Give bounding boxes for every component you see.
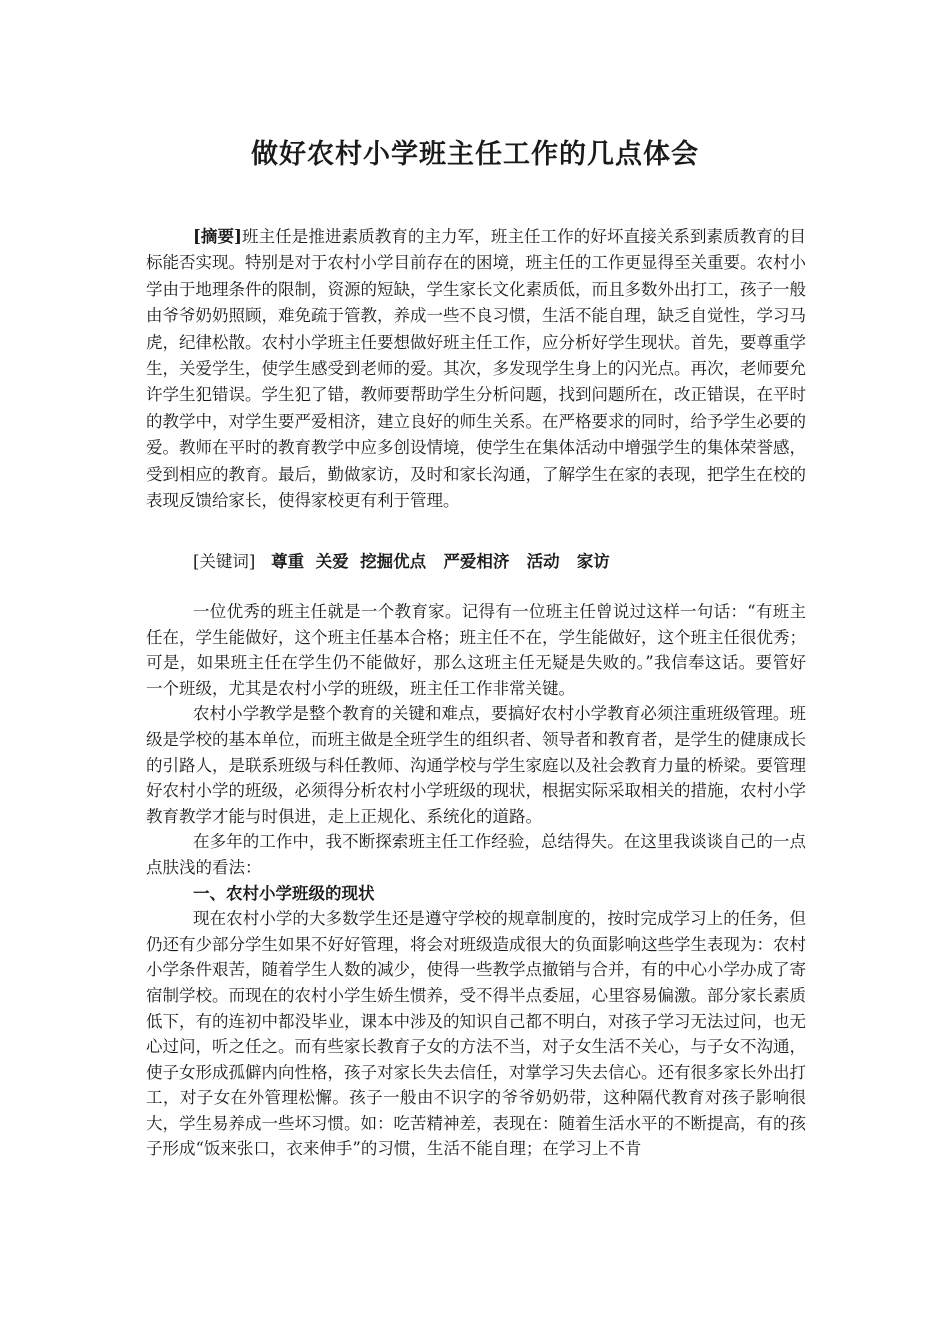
section-heading: 一、农村小学班级的现状 (193, 883, 375, 903)
abstract-paragraph (146, 224, 806, 514)
body-paragraph: 现在农村小学的大多数学生还是遵守学校的规章制度的，按时完成学习上的任务，但仍还有少部分学生如果不好好管理，将会对班级造成很大的负面影响这些学生表现为：农村小学条件艰苦，随着学生人数的减少，使得一些教学点撤销与合并，有的中心小学办成了寄宿制学校。而现在的农村小学生娇生惯养，受不得半点委屈，心里容易偏激。部分家长素质低下，有的连初中都没毕业，课本中涉及的知识自己都不明白，对孩子学习无法过问，也无心过问，听之任之。而有些家长教育子女的方法不当，对子女生活不关心，与子女不沟通，使子女形成孤僻内向性格，孩子对家长失去信任，对掌学习失去信心。还有很多家长外出打工，对子女在外管理松懈。孩子一般由不识字的爷爷奶奶带，这种隔代教育对孩子影响很大，学生易养成一些坏习惯。如：吃苦精神差，表现在：随着生活水平的不断提高，有的孩子形成“饭来张口，衣来伸手”的习惯，生活不能自理；在学习上不肯 (146, 909, 806, 1159)
keywords-items: 尊重 关爱 挖掘优点 严爱相济 活动 家访 (271, 552, 610, 571)
body-paragraph: 农村小学教学是整个教育的关键和难点，要搞好农村小学教育必须注重班级管理。班级是学校的基本单位，而班主做是全班学生的组织者、领导者和教育者，是学生的健康成长的引路人，是联系班级与科任教师、沟通学校与学生家庭以及社会教育力量的桥梁。要管理好农村小学的班级，必须得分析农村小学班级的现状，根据实际采取相关的措施，农村小学教育教学才能与时俱进，走上正规化、系统化的道路。 (146, 704, 806, 826)
document-title: 做好农村小学班主任工作的几点体会 (251, 139, 699, 170)
body-paragraph: 一位优秀的班主任就是一个教育家。记得有一位班主任曾说过这样一句话：“有班主任在，学生能做好，这个班主任基本合格；班主任不在，学生能做好，这个班主任很优秀；可是，如果班主任在学生仍不能做好，那么这班主任无疑是失败的。”我信奉这话。要管好一个班级，尤其是农村小学的班级，班主任工作非常关键。 (146, 602, 806, 698)
keywords-line (193, 549, 610, 575)
abstract-text: 班主任是推进素质教育的主力军，班主任工作的好坏直接关系到素质教育的目标能否实现。特别是对于农村小学目前存在的困境，班主任的工作更显得至关重要。农村小学由于地理条件的限制，资源的短缺，学生家长文化素质低，而且多数外出打工，孩子一般由爷爷奶奶照顾，难免疏于管教，养成一些不良习惯，生活不能自理，缺乏自觉性，学习马虎，纪律松散。农村小学班主任要想做好班主任工作，应分析好学生现状。首先，要尊重学生，关爱学生，使学生感受到老师的爱。其次，多发现学生身上的闪光点。再次，老师要允许学生犯错误。学生犯了错，教师要帮助学生分析问题，找到问题所在，改正错误，在平时的教学中，对学生要严爱相济，建立良好的师生关系。在严格要求的同时，给予学生必要的爱。教师在平时的教育教学中应多创设情境，使学生在集体活动中增强学生的集体荣誉感，受到相应的教育。最后，勤做家访，及时和家长沟通，了解学生在家的表现，把学生在校的表现反馈给家长，使得家校更有利于管理。 (146, 227, 806, 511)
keywords-label: [关键词] (193, 552, 256, 571)
abstract-label: [摘要] (193, 227, 242, 246)
body-text (146, 599, 806, 1162)
body-paragraph: 在多年的工作中，我不断探索班主任工作经验，总结得失。在这里我谈谈自己的一点点肤浅的看法： (146, 832, 806, 877)
